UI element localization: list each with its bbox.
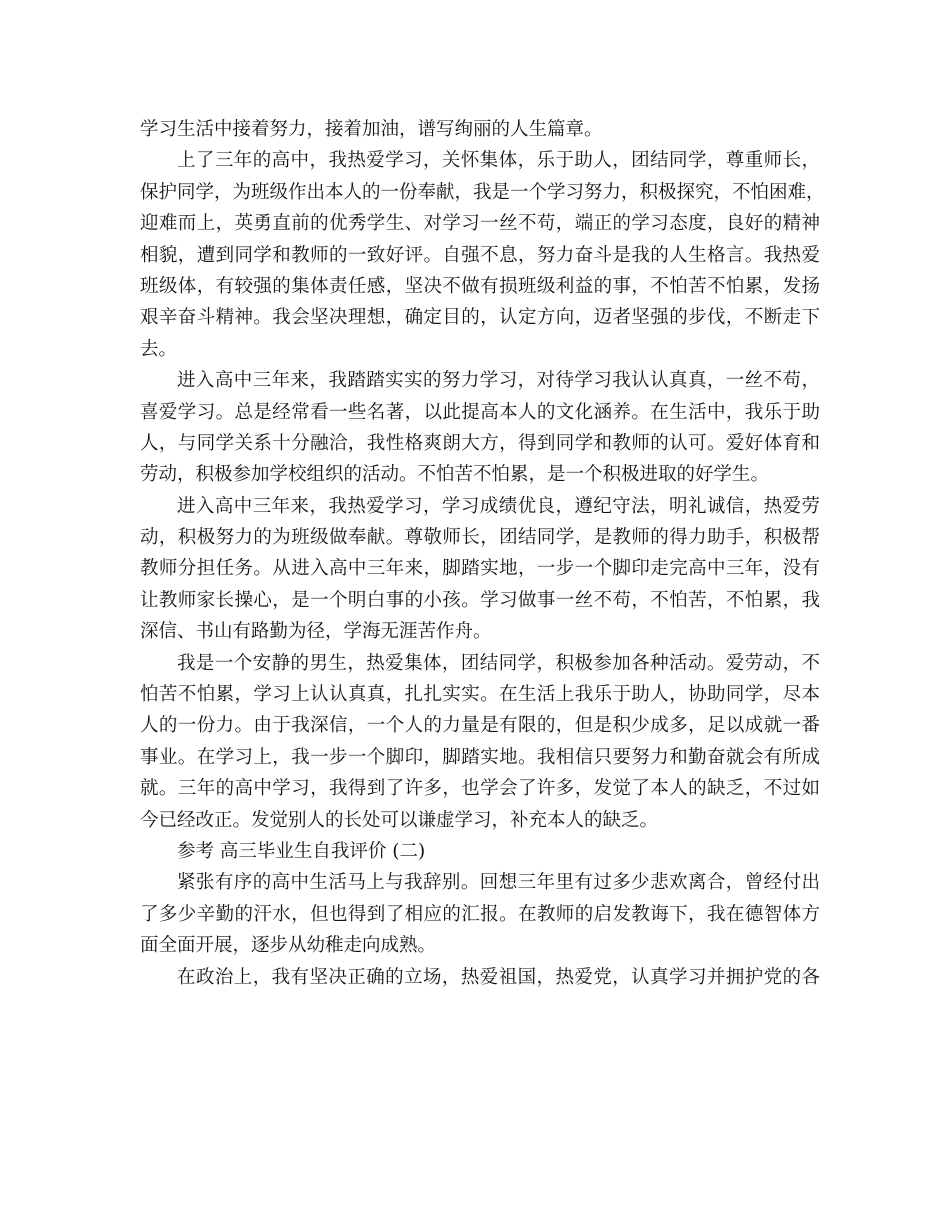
section-heading: 参考 高三毕业生自我评价 (二)	[177, 840, 426, 862]
text-line: 去。	[140, 338, 178, 360]
text-line: 迎难而上，英勇直前的优秀学生、对学习一丝不苟，端正的学习态度，良好的精神	[140, 213, 820, 235]
text-line: 动，积极努力的为班级做奉献。尊敬师长，团结同学，是教师的得力助手，积极帮	[140, 527, 820, 549]
text-line: 今已经改正。发觉别人的长处可以谦虚学习，补充本人的缺乏。	[140, 809, 659, 831]
text-line: 劳动，积极参加学校组织的活动。不怕苦不怕累，是一个积极进取的好学生。	[140, 464, 770, 486]
text-line: 相貌，遭到同学和教师的一致好评。自强不息，努力奋斗是我的人生格言。我热爱	[140, 244, 820, 266]
text-line: 就。三年的高中学习，我得到了许多，也学会了许多，发觉了本人的缺乏，不过如	[140, 778, 820, 800]
text-line: 怕苦不怕累，学习上认认真真，扎扎实实。在生活上我乐于助人，协助同学，尽本	[140, 684, 820, 706]
text-line: 事业。在学习上，我一步一个脚印，脚踏实地。我相信只要努力和勤奋就会有所成	[140, 746, 820, 768]
text-line: 紧张有序的高中生活马上与我辞别。回想三年里有过多少悲欢离合，曾经付出	[177, 872, 820, 894]
text-line: 班级体，有较强的集体责任感，坚决不做有损班级利益的事，不怕苦不怕累，发扬	[140, 275, 820, 297]
text-line: 艰辛奋斗精神。我会坚决理想，确定目的，认定方向，迈者坚强的步伐，不断走下	[140, 307, 820, 329]
text-line: 人的一份力。由于我深信，一个人的力量是有限的，但是积少成多，足以成就一番	[140, 715, 820, 737]
text-line: 保护同学，为班级作出本人的一份奉献，我是一个学习努力，积极探究，不怕困难，	[140, 181, 825, 203]
text-line: 人，与同学关系十分融洽，我性格爽朗大方，得到同学和教师的认可。爱好体育和	[140, 432, 820, 454]
text-line: 了多少辛勤的汗水，但也得到了相应的汇报。在教师的启发教诲下，我在德智体方	[140, 903, 820, 925]
text-line: 喜爱学习。总是经常看一些名著，以此提高本人的文化涵养。在生活中，我乐于助	[140, 401, 820, 423]
text-line: 面全面开展，逐步从幼稚走向成熟。	[140, 935, 437, 957]
text-line: 进入高中三年来，我热爱学习，学习成绩优良，遵纪守法，明礼诚信，热爱劳	[177, 495, 820, 517]
document-page	[140, 114, 825, 993]
text-line: 让教师家长操心，是一个明白事的小孩。学习做事一丝不苟，不怕苦，不怕累，我	[140, 589, 820, 611]
text-line: 在政治上，我有坚决正确的立场，热爱祖国，热爱党，认真学习并拥护党的各	[177, 966, 820, 988]
text-line: 我是一个安静的男生，热爱集体，团结同学，积极参加各种活动。爱劳动，不	[177, 652, 820, 674]
text-line: 学习生活中接着努力，接着加油，谱写绚丽的人生篇章。	[140, 119, 603, 140]
text-line: 深信、书山有路勤为径，学海无涯苦作舟。	[140, 621, 492, 643]
text-line: 进入高中三年来，我踏踏实实的努力学习，对待学习我认认真真，一丝不苟，	[177, 370, 820, 392]
text-line: 上了三年的高中，我热爱学习，关怀集体，乐于助人，团结同学，尊重师长，	[177, 150, 820, 172]
text-line: 教师分担任务。从进入高中三年来，脚踏实地，一步一个脚印走完高中三年，没有	[140, 558, 820, 580]
